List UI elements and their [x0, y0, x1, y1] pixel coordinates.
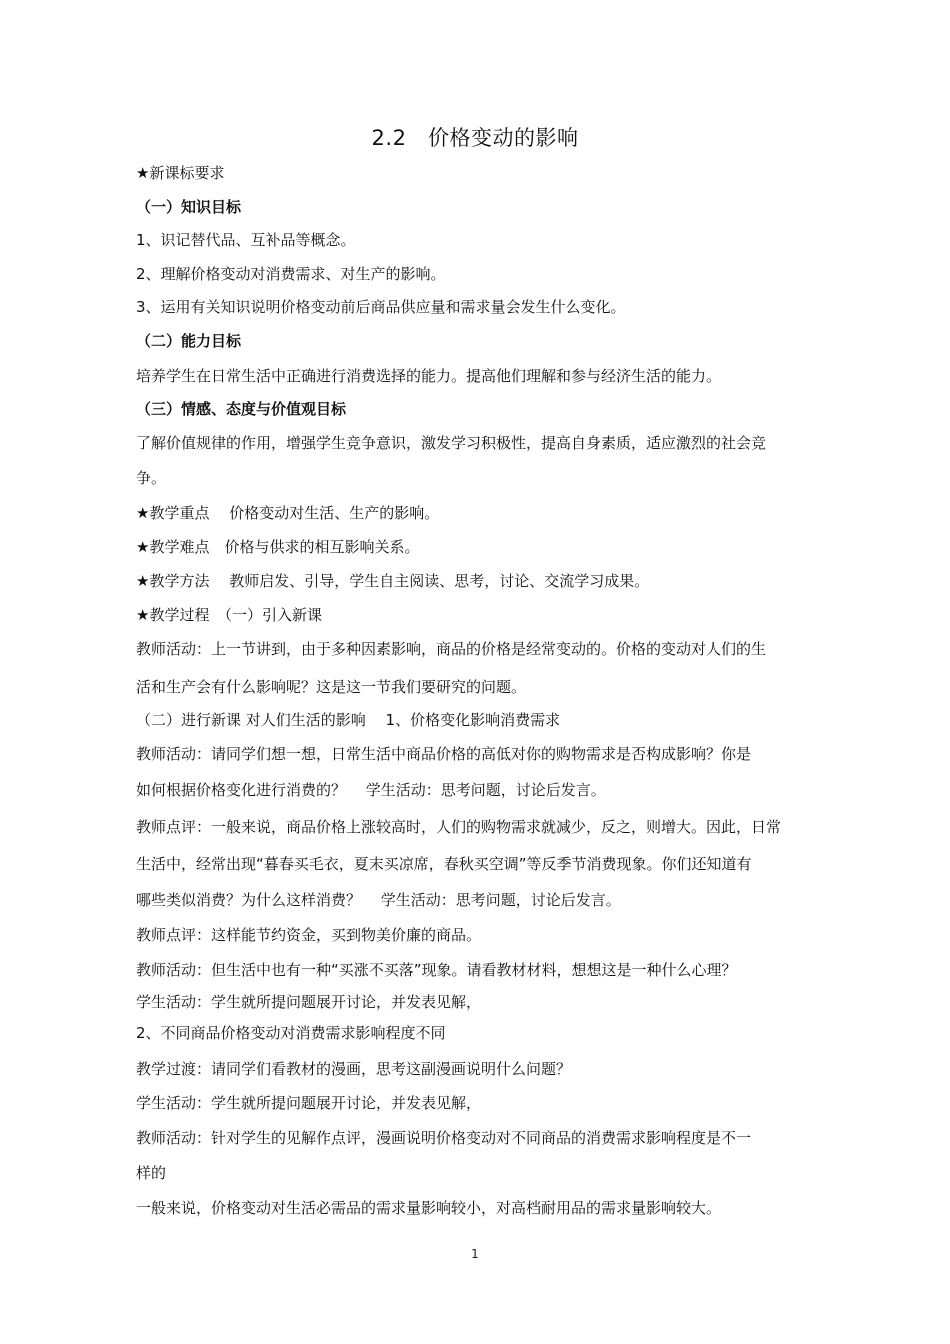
paragraph-line: 培养学生在日常生活中正确进行消费选择的能力。提高他们理解和参与经济生活的能力。: [136, 367, 722, 385]
paragraph-line: 教师活动：请同学们想一想，日常生活中商品价格的高低对你的购物需求是否构成影响？你是: [136, 745, 752, 763]
teaching-difficulty: ★教学难点 价格与供求的相互影响关系。: [136, 538, 420, 556]
paragraph-line: 生活中，经常出现“暮春买毛衣，夏末买凉席，春秋买空调”等反季节消费现象。你们还知道有: [136, 855, 752, 873]
paragraph-line: 活和生产会有什么影响呢？这是这一节我们要研究的问题。: [136, 678, 527, 696]
paragraph-line: 教学过渡：请同学们看教材的漫画，思考这副漫画说明什么问题？: [136, 1060, 572, 1078]
teaching-process: ★教学过程 （一）引入新课: [136, 606, 322, 624]
paragraph-line: 了解价值规律的作用，增强学生竞争意识，激发学习积极性，提高自身素质，适应激烈的社会竞: [136, 434, 767, 452]
paragraph-line: 教师点评：这样能节约资金，买到物美价廉的商品。: [136, 926, 482, 944]
paragraph-line: 如何根据价格变化进行消费的？ 学生活动：思考问题，讨论后发言。: [136, 781, 606, 799]
paragraph-line: 一般来说，价格变动对生活必需品的需求量影响较小，对高档耐用品的需求量影响较大。: [136, 1199, 722, 1217]
paragraph-line: 教师活动：针对学生的见解作点评，漫画说明价格变动对不同商品的消费需求影响程度是不一: [136, 1129, 752, 1147]
paragraph-line: 教师活动：但生活中也有一种“买涨不买落”现象。请看教材材料，想想这是一种什么心理？: [136, 961, 737, 979]
section-heading-curriculum: ★新课标要求: [136, 164, 225, 182]
paragraph-line: 教师点评：一般来说，商品价格上涨较高时，人们的购物需求就减少，反之，则增大。因此，日常: [136, 818, 782, 836]
paragraph-line: 2、理解价格变动对消费需求、对生产的影响。: [136, 265, 446, 283]
paragraph-line: （二）进行新课 对人们生活的影响 1、价格变化影响消费需求: [136, 711, 561, 729]
teaching-method: ★教学方法 教师启发、引导，学生自主阅读、思考，讨论、交流学习成果。: [136, 572, 650, 590]
paragraph-line: 2、不同商品价格变动对消费需求影响程度不同: [136, 1024, 446, 1042]
paragraph-line: 争。: [136, 469, 167, 487]
page-title: 2.2 价格变动的影响: [371, 126, 579, 150]
paragraph-line: 1、识记替代品、互补品等概念。: [136, 231, 356, 249]
paragraph-line: 学生活动：学生就所提问题展开讨论，并发表见解，: [136, 993, 482, 1011]
paragraph-line: 教师活动：上一节讲到，由于多种因素影响，商品的价格是经常变动的。价格的变动对人们的生: [136, 640, 767, 658]
teaching-focus: ★教学重点 价格变动对生活、生产的影响。: [136, 504, 440, 522]
paragraph-line: 3、运用有关知识说明价格变动前后商品供应量和需求量会发生什么变化。: [136, 298, 626, 316]
subheading-emotion-goals: （三）情感、态度与价值观目标: [136, 400, 347, 418]
paragraph-line: 哪些类似消费？为什么这样消费？ 学生活动：思考问题，讨论后发言。: [136, 891, 621, 909]
subheading-knowledge-goals: （一）知识目标: [136, 198, 242, 216]
subheading-ability-goals: （二）能力目标: [136, 332, 242, 350]
paragraph-line: 学生活动：学生就所提问题展开讨论，并发表见解，: [136, 1094, 482, 1112]
page-number: 1: [471, 1247, 479, 1261]
paragraph-line: 样的: [136, 1164, 167, 1182]
